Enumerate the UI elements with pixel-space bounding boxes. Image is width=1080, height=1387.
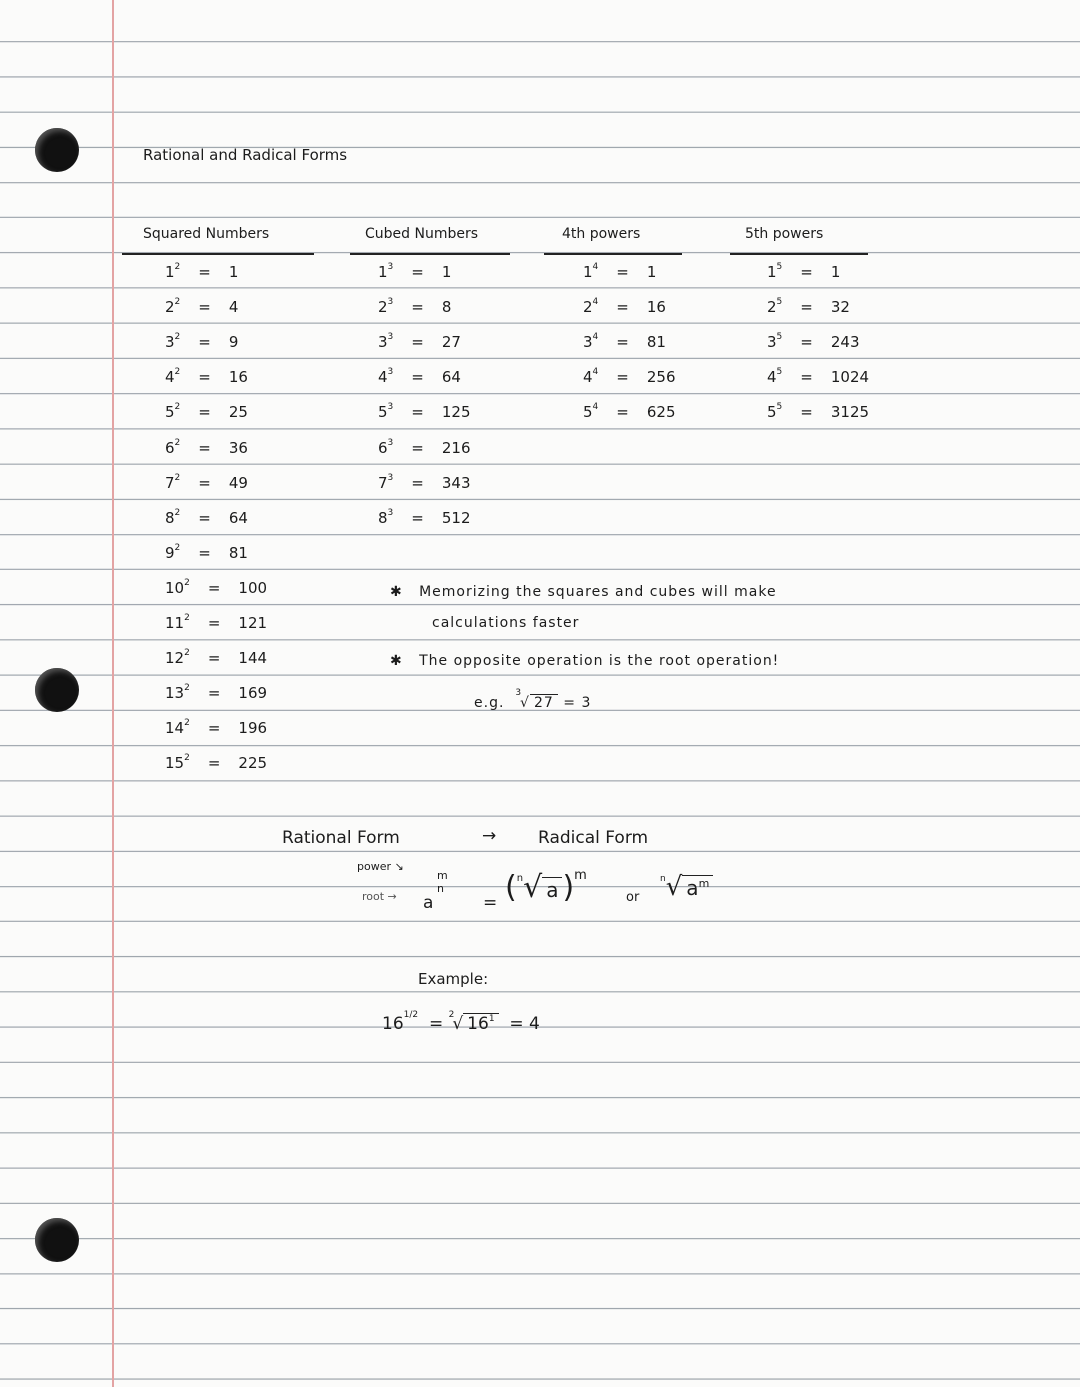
value: 64 bbox=[228, 508, 248, 527]
base: 14 bbox=[165, 719, 185, 738]
equals: = bbox=[411, 508, 424, 527]
equals: = bbox=[616, 403, 629, 422]
exponent: 2 bbox=[184, 753, 190, 764]
value: 1024 bbox=[830, 368, 870, 387]
exponent: 4 bbox=[592, 262, 599, 272]
table-row bbox=[165, 332, 238, 351]
exponent: 2 bbox=[174, 507, 181, 518]
exponent: 2 bbox=[174, 367, 181, 378]
radical-power-form: ($^n$√ a )$^m$ bbox=[505, 868, 587, 905]
base: 7 bbox=[165, 473, 175, 492]
column-header-squared: Squared Numbers bbox=[143, 226, 270, 242]
exponent: 4 bbox=[592, 402, 599, 413]
exponent: 3 bbox=[387, 297, 394, 308]
note-1-line-1: ✱ Memorizing the squares and cubes will make bbox=[390, 584, 777, 600]
value: 144 bbox=[238, 649, 268, 668]
exponent: 2 bbox=[174, 332, 181, 343]
equals: = bbox=[198, 333, 211, 352]
value: 81 bbox=[228, 543, 248, 562]
equals: = bbox=[198, 368, 211, 387]
header-underline bbox=[544, 253, 682, 255]
table-row bbox=[165, 262, 238, 281]
table-row bbox=[378, 367, 461, 386]
exponent: 3 bbox=[387, 402, 394, 413]
base: 15 bbox=[165, 754, 185, 773]
value: 32 bbox=[830, 298, 850, 317]
base: 5 bbox=[378, 403, 388, 422]
base: 4 bbox=[378, 368, 388, 387]
base: 2 bbox=[165, 298, 175, 317]
exponent: 5 bbox=[776, 332, 783, 343]
base: 4 bbox=[767, 368, 777, 387]
table-row bbox=[165, 648, 267, 667]
table-row bbox=[767, 297, 850, 316]
value: 49 bbox=[228, 473, 248, 492]
exponent: 5 bbox=[776, 367, 783, 378]
exponent: 2 bbox=[174, 472, 181, 483]
equals: = bbox=[198, 298, 211, 317]
value: 121 bbox=[238, 614, 268, 632]
equals: = bbox=[800, 403, 813, 422]
exponent: 2 bbox=[184, 683, 190, 694]
base: 2 bbox=[378, 298, 388, 317]
value: 36 bbox=[228, 438, 248, 457]
base: 5 bbox=[767, 403, 777, 422]
equals: = bbox=[207, 614, 221, 632]
value: 512 bbox=[441, 508, 471, 527]
table-row bbox=[378, 508, 471, 527]
table-row bbox=[378, 473, 471, 492]
or-label: or bbox=[626, 890, 640, 905]
value: 256 bbox=[646, 368, 676, 387]
header-underline bbox=[730, 253, 868, 255]
equals: = bbox=[198, 438, 211, 457]
exponent: 4 bbox=[592, 332, 599, 343]
equals: = bbox=[800, 263, 813, 281]
exponent: 2 bbox=[174, 437, 181, 448]
table-row bbox=[165, 753, 267, 772]
base: 11 bbox=[165, 614, 185, 632]
value: 169 bbox=[238, 684, 268, 703]
equals: = bbox=[198, 403, 211, 422]
equals: = bbox=[483, 893, 498, 913]
column-header-cubed: Cubed Numbers bbox=[365, 226, 479, 242]
base: 13 bbox=[165, 684, 185, 703]
base: 5 bbox=[165, 403, 175, 422]
base: 9 bbox=[165, 543, 175, 562]
value: 81 bbox=[646, 333, 666, 352]
table-row bbox=[583, 402, 676, 421]
equals: = bbox=[800, 333, 813, 352]
arrow-icon: → bbox=[482, 826, 497, 846]
table-row bbox=[378, 438, 471, 457]
base: 2 bbox=[767, 298, 777, 317]
value: 100 bbox=[238, 578, 268, 597]
value: 27 bbox=[441, 333, 461, 352]
value: 1 bbox=[830, 263, 841, 281]
base: 6 bbox=[378, 438, 388, 457]
exponent: 2 bbox=[174, 297, 181, 308]
rational-form-heading: Rational Form bbox=[282, 828, 400, 848]
value: 16 bbox=[646, 298, 666, 317]
table-row bbox=[767, 402, 869, 421]
exponent: 2 bbox=[184, 718, 190, 729]
binder-hole bbox=[35, 128, 79, 172]
exponent: 4 bbox=[592, 367, 599, 378]
base: 1 bbox=[378, 263, 388, 281]
radical-root-form: $^n$√ $a^m$ bbox=[660, 872, 713, 902]
base: 1 bbox=[165, 263, 175, 281]
equals: = bbox=[198, 543, 211, 562]
table-row bbox=[583, 262, 656, 281]
value: 1 bbox=[646, 263, 657, 281]
table-row bbox=[165, 718, 267, 737]
header-underline bbox=[122, 253, 314, 255]
table-row bbox=[165, 578, 267, 597]
exponent: 2 bbox=[174, 402, 181, 413]
value: 3125 bbox=[830, 403, 870, 422]
exponent: 3 bbox=[387, 472, 394, 483]
note-2-example: e.g. $^3$√ 27 = 3 bbox=[474, 688, 592, 711]
equals: = bbox=[616, 298, 629, 317]
header-underline bbox=[350, 253, 510, 255]
base: 8 bbox=[378, 508, 388, 527]
margin-line bbox=[112, 0, 114, 1387]
equals: = bbox=[207, 719, 221, 738]
table-row bbox=[378, 297, 451, 316]
power-label: power ↘ bbox=[357, 860, 404, 873]
value: 1 bbox=[228, 263, 239, 281]
exponent: 5 bbox=[776, 402, 783, 413]
equals: = bbox=[207, 754, 221, 773]
table-row bbox=[583, 332, 666, 351]
binder-hole bbox=[35, 1218, 79, 1262]
value: 1 bbox=[441, 263, 452, 281]
equals: = bbox=[616, 263, 629, 281]
table-row bbox=[767, 367, 869, 386]
exponent: 5 bbox=[776, 262, 783, 272]
base: 7 bbox=[378, 473, 388, 492]
table-row bbox=[165, 543, 248, 562]
equals: = bbox=[616, 368, 629, 387]
equals: = bbox=[411, 403, 424, 422]
equals: = bbox=[198, 263, 211, 281]
value: 64 bbox=[441, 368, 461, 387]
exponent: 3 bbox=[387, 507, 394, 518]
exponent-n: n bbox=[437, 882, 444, 895]
base: 2 bbox=[583, 298, 593, 317]
table-row bbox=[165, 367, 248, 386]
exponent: 2 bbox=[184, 648, 190, 659]
note-2: ✱ The opposite operation is the root operation! bbox=[390, 653, 780, 669]
base: 1 bbox=[583, 263, 593, 281]
base: 10 bbox=[165, 578, 185, 597]
base: 3 bbox=[165, 333, 175, 352]
equals: = bbox=[198, 473, 211, 492]
base: 3 bbox=[767, 333, 777, 352]
table-row bbox=[378, 332, 461, 351]
value: 4 bbox=[228, 298, 239, 317]
equals: = bbox=[207, 578, 221, 597]
value: 343 bbox=[441, 473, 471, 492]
base: 3 bbox=[378, 333, 388, 352]
base: 8 bbox=[165, 508, 175, 527]
value: 125 bbox=[441, 403, 471, 422]
exponent: 2 bbox=[184, 613, 190, 623]
base: 1 bbox=[767, 263, 777, 281]
value: 25 bbox=[228, 403, 248, 422]
value: 243 bbox=[830, 333, 860, 352]
column-header-4th: 4th powers bbox=[562, 226, 641, 242]
value: 225 bbox=[238, 754, 268, 773]
equals: = bbox=[411, 473, 424, 492]
value: 625 bbox=[646, 403, 676, 422]
table-row bbox=[767, 332, 860, 351]
exponent: 3 bbox=[387, 437, 394, 448]
exponent: 5 bbox=[776, 297, 783, 308]
column-header-5th: 5th powers bbox=[745, 226, 824, 242]
equals: = bbox=[616, 333, 629, 352]
equals: = bbox=[800, 298, 813, 317]
exponent: 3 bbox=[387, 367, 394, 378]
equals: = bbox=[411, 298, 424, 317]
table-row bbox=[583, 297, 666, 316]
equals: = bbox=[411, 333, 424, 352]
base: 5 bbox=[583, 403, 593, 422]
base: 4 bbox=[583, 368, 593, 387]
page-title: Rational and Radical Forms bbox=[143, 146, 348, 164]
exponent: 2 bbox=[174, 542, 181, 553]
table-row bbox=[378, 262, 451, 281]
value: 16 bbox=[228, 368, 248, 387]
note-1-line-2: calculations faster bbox=[432, 615, 580, 631]
base-a: a bbox=[423, 893, 434, 913]
table-row bbox=[165, 402, 248, 421]
value: 196 bbox=[238, 719, 268, 738]
table-row bbox=[165, 297, 238, 316]
root-label: root → bbox=[362, 890, 397, 903]
table-row bbox=[165, 508, 248, 527]
equals: = bbox=[207, 649, 221, 668]
example-label: Example: bbox=[418, 970, 489, 988]
base: 6 bbox=[165, 438, 175, 457]
table-row bbox=[165, 613, 267, 632]
table-row bbox=[583, 367, 676, 386]
radical-form-heading: Radical Form bbox=[538, 828, 649, 848]
exponent: 2 bbox=[174, 262, 181, 272]
exponent: 2 bbox=[184, 577, 190, 588]
base: 3 bbox=[583, 333, 593, 352]
exponent: 4 bbox=[592, 297, 599, 308]
exponent: 3 bbox=[387, 332, 394, 343]
value: 8 bbox=[441, 298, 452, 317]
binder-hole bbox=[35, 668, 79, 712]
equals: = bbox=[411, 368, 424, 387]
base: 4 bbox=[165, 368, 175, 387]
equals: = bbox=[198, 508, 211, 527]
table-row bbox=[378, 402, 471, 421]
table-row bbox=[165, 438, 248, 457]
table-row bbox=[165, 683, 267, 702]
example-equation: $16^{1/2} = ^2√$ $16^1 = 4$ bbox=[382, 1010, 540, 1034]
base: 12 bbox=[165, 649, 185, 668]
exponent: 3 bbox=[387, 262, 394, 272]
equals: = bbox=[411, 263, 424, 281]
table-row bbox=[165, 473, 248, 492]
equals: = bbox=[207, 684, 221, 703]
table-row bbox=[767, 262, 840, 281]
value: 216 bbox=[441, 438, 471, 457]
equals: = bbox=[411, 438, 424, 457]
equals: = bbox=[800, 368, 813, 387]
exponent-m: m bbox=[437, 869, 448, 882]
value: 9 bbox=[228, 333, 239, 352]
